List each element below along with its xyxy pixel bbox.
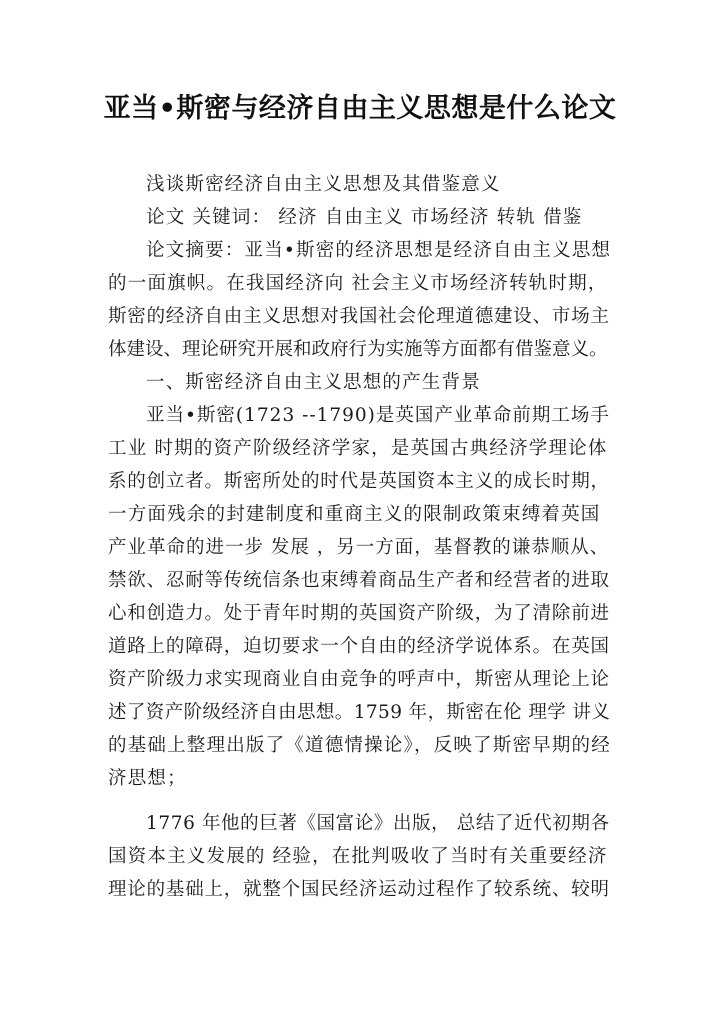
paragraph-line: 1776 年他的巨著《国富论》出版， 总结了近代初期各 (146, 813, 610, 834)
paragraph-line: 斯密的经济自由主义思想对我国社会伦理道德建设、市场主 (108, 306, 610, 327)
paragraph-line: 系的创立者。斯密所处的时代是英国资本主义的成长时期， (108, 471, 610, 492)
paragraph-line: 的一面旗帜。在我国经济向 社会主义市场经济转轨时期， (108, 273, 608, 294)
paragraph-line: 禁欲、忍耐等传统信条也束缚着商品生产者和经营者的进取 (108, 570, 610, 591)
paragraph-line: 心和创造力。处于青年时期的英国资产阶级，为了清除前进 (108, 603, 610, 624)
abstract-line: 论文摘要：亚当•斯密的经济思想是经济自由主义思想 (146, 240, 612, 261)
keywords-line: 论文 关键词： 经济 自由主义 市场经济 转轨 借鉴 (146, 207, 583, 228)
paragraph-line: 理论的基础上，就整个国民经济运动过程作了较系统、较明 (108, 879, 610, 900)
paragraph-line: 亚当•斯密(1723 --1790)是英国产业革命前期工场手 (146, 405, 610, 426)
paragraph-line: 的基础上整理出版了《道德情操论》，反映了斯密早期的经 (108, 735, 611, 756)
paragraph-line: 济思想； (108, 768, 187, 789)
paragraph-line: 道路上的障碍，迫切要求一个自由的经济学说体系。在英国 (108, 636, 610, 657)
section-heading: 一、斯密经济自由主义思想的产生背景 (146, 372, 481, 393)
paragraph-line: 一方面残余的封建制度和重商主义的限制政策束缚着英国 (108, 504, 601, 525)
paragraph-line: 工业 时期的资产阶级经济学家，是英国古典经济学理论体 (108, 438, 608, 459)
paragraph-line: 产业革命的进一步 发展 ，另一方面，基督教的谦恭顺从、 (108, 537, 610, 558)
paragraph-line: 国资本主义发展的 经验，在批判吸收了当时有关重要经济 (108, 846, 608, 867)
paragraph-line: 体建设、理论研究开展和政府行为实施等方面都有借鉴意义。 (108, 339, 608, 360)
paragraph-line: 述了资产阶级经济自由思想。1759 年，斯密在伦 理学 讲义 (108, 702, 611, 723)
paragraph-line: 资产阶级力求实现商业自由竞争的呼声中，斯密从理论上论 (108, 669, 610, 690)
page-title: 亚当•斯密与经济自由主义思想是什么论文 (103, 93, 617, 124)
subtitle-line: 浅谈斯密经济自由主义思想及其借鉴意义 (146, 174, 501, 195)
